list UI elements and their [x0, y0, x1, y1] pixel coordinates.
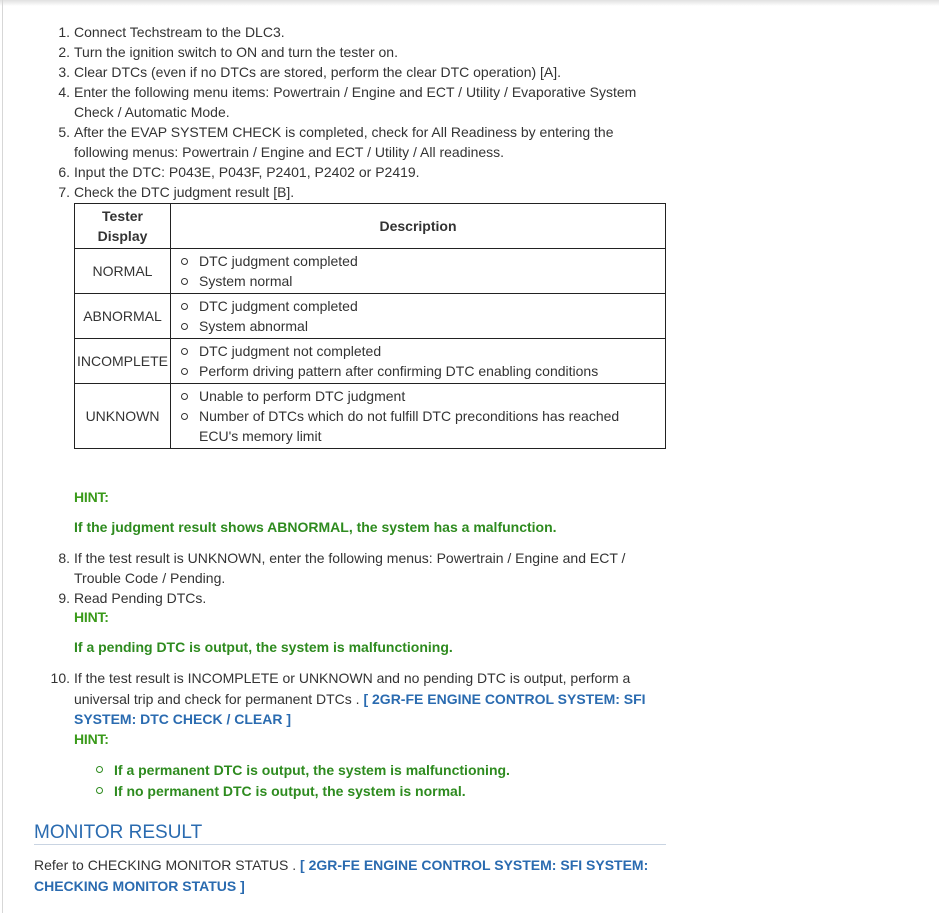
step-number: 6. [58, 164, 70, 180]
step-number: 1. [58, 24, 70, 40]
step-number: 7. [58, 184, 70, 200]
step-text: Turn the ignition switch to ON and turn the tester on. [74, 44, 398, 60]
step-number: 4. [58, 84, 70, 100]
step-text: If the test result is UNKNOWN, enter the following menus: Powertrain / Engine and ECT / Trouble Code / Pending. [74, 550, 626, 586]
step-text: Check the DTC judgment result [B]. [74, 184, 295, 200]
step-text: After the EVAP SYSTEM CHECK is completed, check for All Readiness by entering the following menus: Powertrain / Engine and ECT / Utility / All readiness. [74, 124, 614, 160]
monitor-result-text [34, 855, 654, 897]
step-4 [58, 82, 654, 122]
description-item: DTC judgment completed [179, 251, 661, 271]
monitor-text: Refer to CHECKING MONITOR STATUS . [34, 857, 301, 873]
step-6 [58, 162, 674, 182]
tester-display-cell: NORMAL [75, 249, 171, 294]
top-shadow [0, 0, 939, 6]
step-number: 5. [58, 124, 70, 140]
tester-display-cell: INCOMPLETE [75, 339, 171, 384]
heading-divider [34, 844, 666, 845]
table-row [75, 294, 666, 339]
table-row [75, 384, 666, 449]
step-1 [58, 22, 674, 42]
dtc-judgment-table [74, 203, 666, 449]
header-tester-display: Tester Display [75, 204, 171, 249]
step-number: 10. [50, 670, 70, 686]
description-item: DTC judgment completed [179, 296, 661, 316]
description-item: Number of DTCs which do not fulfill DTC preconditions has reached ECU's memory limit [179, 406, 661, 446]
tester-display-cell: UNKNOWN [75, 384, 171, 449]
description-item: DTC judgment not completed [179, 341, 661, 361]
step-9 [58, 588, 674, 608]
checking-monitor-status-link[interactable]: [ 2GR-FE ENGINE CONTROL SYSTEM: SFI SYSTEM: CHECKING MONITOR STATUS ] [34, 857, 649, 894]
step-text: Read Pending DTCs. [74, 590, 207, 606]
hint-item: If a permanent DTC is output, the system is malfunctioning. [94, 760, 510, 781]
step-3 [58, 62, 674, 82]
dtc-check-clear-link[interactable]: [ 2GR-FE ENGINE CONTROL SYSTEM: SFI SYSTEM: DTC CHECK / CLEAR ] [74, 690, 646, 727]
step-text: Clear DTCs (even if no DTCs are stored, perform the clear DTC operation) [A]. [74, 64, 562, 80]
step-5 [58, 122, 634, 162]
description-cell [171, 339, 666, 384]
description-cell [171, 384, 666, 449]
description-item: Unable to perform DTC judgment [179, 386, 661, 406]
step-10-text: If the test result is INCOMPLETE or UNKNOWN and no pending DTC is output, perform a universal trip and check for permanent DTCs . [74, 670, 631, 707]
hint-label: HINT: [74, 609, 109, 625]
step-7 [58, 182, 674, 202]
hint-item: If no permanent DTC is output, the system is normal. [94, 781, 510, 802]
description-item: Perform driving pattern after confirming DTC enabling conditions [179, 361, 661, 381]
description-item: System normal [179, 271, 661, 291]
tester-display-cell: ABNORMAL [75, 294, 171, 339]
table-row [75, 249, 666, 294]
description-item: System abnormal [179, 316, 661, 336]
step-number: 8. [58, 550, 70, 566]
step-number: 2. [58, 44, 70, 60]
table-header-row [75, 204, 666, 249]
step-2 [58, 42, 674, 62]
step-number: 9. [58, 590, 70, 606]
step-number: 3. [58, 64, 70, 80]
content-border [2, 0, 3, 913]
hint-text: If a pending DTC is output, the system is malfunctioning. [74, 639, 453, 655]
step-10 [50, 668, 649, 730]
permanent-dtc-hints [94, 760, 510, 802]
monitor-result-heading: MONITOR RESULT [34, 822, 203, 843]
step-text: Input the DTC: P043E, P043F, P2401, P2402 or P2419. [74, 164, 420, 180]
description-cell [171, 294, 666, 339]
step-8 [58, 548, 654, 588]
step-text [74, 668, 649, 730]
hint-text: If the judgment result shows ABNORMAL, the system has a malfunction. [74, 519, 557, 535]
step-text: Connect Techstream to the DLC3. [74, 24, 285, 40]
header-description: Description [171, 204, 666, 249]
table-row [75, 339, 666, 384]
description-cell [171, 249, 666, 294]
hint-label: HINT: [74, 489, 109, 505]
hint-label: HINT: [74, 731, 109, 747]
step-text: Enter the following menu items: Powertrain / Engine and ECT / Utility / Evaporative System Check / Automatic Mode. [74, 84, 637, 120]
